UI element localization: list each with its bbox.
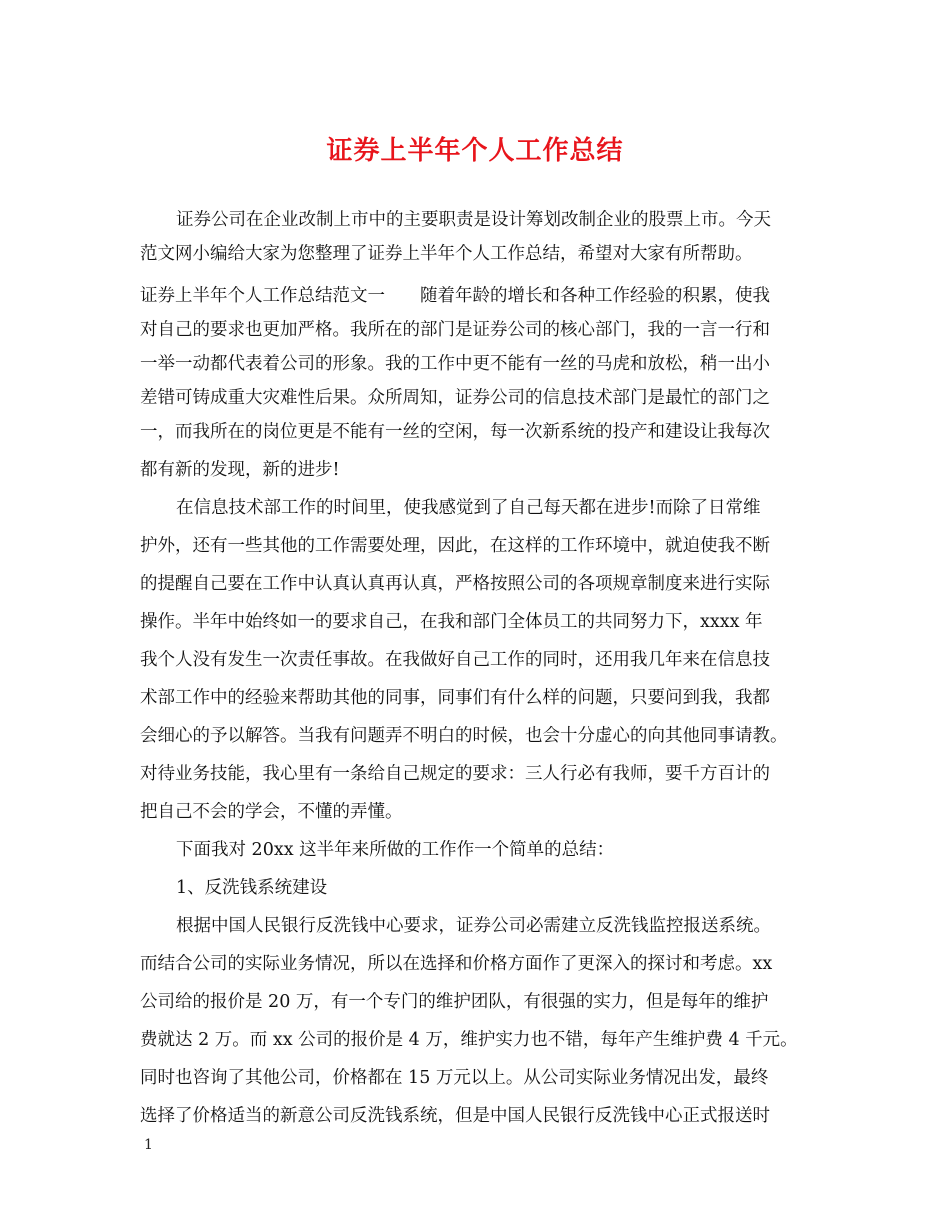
body-line: 对待业务技能，我心里有一条给自己规定的要求：三人行必有我师，要千方百计的 (140, 764, 770, 784)
body-line: 操作。半年中始终如一的要求自己，在我和部门全体员工的共同努力下，xxxx 年 (140, 612, 763, 632)
page-number: 1 (144, 1137, 153, 1153)
body-line: 术部工作中的经验来帮助其他的同事，同事们有什么样的问题，只要问到我，我都 (140, 688, 770, 708)
body-line: 在信息技术部工作的时间里，使我感觉到了自己每天都在进步!而除了日常维 (176, 498, 761, 518)
body-line: 一，而我所在的岗位更是不能有一丝的空闲，每一次新系统的投产和建设让我每次 (140, 422, 770, 442)
body-line: 我个人没有发生一次责任事故。在我做好自己工作的同时，还用我几年来在信息技 (140, 650, 770, 670)
body-line: 护外，还有一些其他的工作需要处理，因此，在这样的工作环境中，就迫使我不断 (140, 536, 770, 556)
body-line: 选择了价格适当的新意公司反洗钱系统，但是中国人民银行反洗钱中心正式报送时 (140, 1106, 770, 1126)
body-line: 一举一动都代表着公司的形象。我的工作中更不能有一丝的马虎和放松，稍一出小 (140, 354, 770, 374)
body-line: 的提醒自己要在工作中认真认真再认真，严格按照公司的各项规章制度来进行实际 (140, 574, 770, 594)
body-line: 公司给的报价是 20 万，有一个专门的维护团队，有很强的实力，但是每年的维护 (140, 992, 769, 1012)
body-line: 证券公司在企业改制上市中的主要职责是设计筹划改制企业的股票上市。今天 (176, 210, 771, 230)
body-line: 对自己的要求也更加严格。我所在的部门是证券公司的核心部门，我的一言一行和 (140, 320, 770, 340)
document-title: 证券上半年个人工作总结 (326, 136, 624, 166)
body-line: 根据中国人民银行反洗钱中心要求，证券公司必需建立反洗钱监控报送系统。 (176, 916, 771, 936)
body-line: 证券上半年个人工作总结范文一 随着年龄的增长和各种工作经验的积累，使我 (140, 286, 770, 306)
body-line: 把自己不会的学会，不懂的弄懂。 (140, 802, 403, 822)
body-line: 而结合公司的实际业务情况，所以在选择和价格方面作了更深入的探讨和考虑。xx (140, 954, 773, 974)
body-line: 下面我对 20xx 这半年来所做的工作作一个简单的总结： (176, 840, 615, 860)
body-line: 费就达 2 万。而 xx 公司的报价是 4 万，维护实力也不错，每年产生维护费 4 千元。 (140, 1030, 798, 1050)
body-line: 差错可铸成重大灾难性后果。众所周知，证券公司的信息技术部门是最忙的部门之 (140, 388, 770, 408)
body-line: 都有新的发现，新的进步! (140, 460, 340, 480)
body-line: 范文网小编给大家为您整理了证券上半年个人工作总结，希望对大家有所帮助。 (140, 244, 753, 264)
body-line: 同时也咨询了其他公司，价格都在 15 万元以上。从公司实际业务情况出发，最终 (140, 1068, 769, 1088)
body-line: 会细心的予以解答。当我有问题弄不明白的时候，也会十分虚心的向其他同事请教。 (140, 726, 788, 746)
section-heading: 1、反洗钱系统建设 (176, 878, 328, 898)
